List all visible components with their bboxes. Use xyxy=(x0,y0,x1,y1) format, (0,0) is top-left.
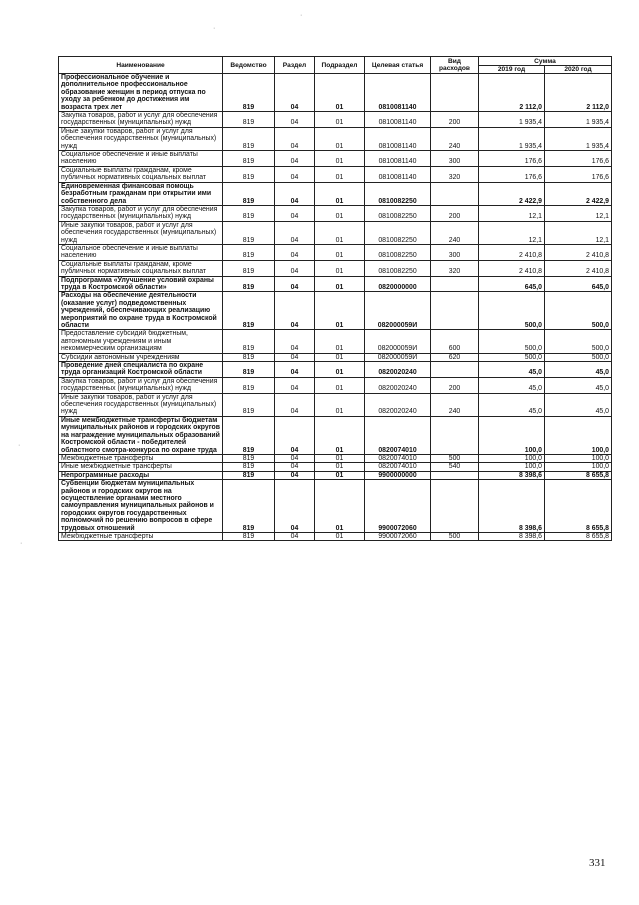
cell-2020: 45,0 xyxy=(545,393,612,416)
cell-vedomstvo: 819 xyxy=(223,221,275,244)
cell-vid: 600 xyxy=(431,330,479,353)
table-row xyxy=(59,393,612,416)
cell-vid: 540 xyxy=(431,463,479,471)
cell-vid: 500 xyxy=(431,532,479,540)
cell-razdel: 04 xyxy=(275,454,315,462)
cell-razdel: 04 xyxy=(275,480,315,533)
cell-2020: 8 655,8 xyxy=(545,480,612,533)
cell-vid xyxy=(431,276,479,292)
cell-target: 0810082250 xyxy=(365,205,431,221)
cell-vedomstvo: 819 xyxy=(223,532,275,540)
table-row xyxy=(59,166,612,182)
cell-razdel: 04 xyxy=(275,393,315,416)
cell-podrazdel: 01 xyxy=(315,292,365,330)
cell-vid xyxy=(431,471,479,479)
cell-2020: 1 935,4 xyxy=(545,127,612,150)
table-row xyxy=(59,532,612,540)
cell-target: 0810081140 xyxy=(365,127,431,150)
cell-name: Субвенции бюджетам муниципальных районов и городских округов на осуществление органами местного самоуправления муниципальных районов и городских округов государственных полномочий по решению вопросов в сфере трудовых отношений xyxy=(59,480,223,533)
cell-target: 9900072060 xyxy=(365,480,431,533)
cell-target: 0810081140 xyxy=(365,166,431,182)
cell-2020: 8 655,8 xyxy=(545,532,612,540)
cell-2020: 500,0 xyxy=(545,292,612,330)
cell-2019: 8 398,6 xyxy=(479,480,545,533)
cell-razdel: 04 xyxy=(275,221,315,244)
cell-target: 9900000000 xyxy=(365,471,431,479)
cell-razdel: 04 xyxy=(275,244,315,260)
cell-razdel: 04 xyxy=(275,127,315,150)
cell-2020: 100,0 xyxy=(545,463,612,471)
cell-target: 0810082250 xyxy=(365,182,431,205)
cell-vid xyxy=(431,292,479,330)
cell-vedomstvo: 819 xyxy=(223,292,275,330)
page-number: 331 xyxy=(589,857,606,869)
cell-vedomstvo: 819 xyxy=(223,260,275,276)
header-sum: Сумма xyxy=(479,57,612,66)
cell-razdel: 04 xyxy=(275,276,315,292)
cell-target: 0820020240 xyxy=(365,362,431,378)
cell-target: 0810081140 xyxy=(365,112,431,128)
cell-name: Непрограммные расходы xyxy=(59,471,223,479)
cell-vedomstvo: 819 xyxy=(223,166,275,182)
cell-2019: 45,0 xyxy=(479,362,545,378)
cell-name: Социальное обеспечение и иные выплаты населению xyxy=(59,244,223,260)
cell-2019: 12,1 xyxy=(479,221,545,244)
table-header-row xyxy=(59,57,612,66)
cell-target: 0810082250 xyxy=(365,260,431,276)
cell-vedomstvo: 819 xyxy=(223,151,275,167)
cell-2019: 8 398,6 xyxy=(479,532,545,540)
header-name: Наименование xyxy=(59,57,223,74)
scan-mark: · xyxy=(18,442,21,449)
cell-podrazdel: 01 xyxy=(315,532,365,540)
cell-podrazdel: 01 xyxy=(315,221,365,244)
table-row xyxy=(59,112,612,128)
cell-target: 9900072060 xyxy=(365,532,431,540)
cell-razdel: 04 xyxy=(275,377,315,393)
cell-vedomstvo: 819 xyxy=(223,463,275,471)
cell-name: Иные закупки товаров, работ и услуг для обеспечения государственных (муниципальных) нужд xyxy=(59,221,223,244)
cell-target: 082000059И xyxy=(365,292,431,330)
cell-vid: 300 xyxy=(431,244,479,260)
cell-target: 0820000000 xyxy=(365,276,431,292)
header-vedomstvo: Ведомство xyxy=(223,57,275,74)
cell-2020: 2 112,0 xyxy=(545,74,612,112)
cell-vedomstvo: 819 xyxy=(223,393,275,416)
table-row xyxy=(59,127,612,150)
cell-vedomstvo: 819 xyxy=(223,244,275,260)
scan-mark: · xyxy=(20,540,23,547)
cell-vedomstvo: 819 xyxy=(223,454,275,462)
cell-vid: 500 xyxy=(431,454,479,462)
cell-vedomstvo: 819 xyxy=(223,205,275,221)
cell-podrazdel: 01 xyxy=(315,377,365,393)
cell-vid: 200 xyxy=(431,112,479,128)
cell-2019: 500,0 xyxy=(479,292,545,330)
cell-target: 0810081140 xyxy=(365,151,431,167)
table-row xyxy=(59,221,612,244)
scan-mark: · xyxy=(300,12,303,19)
cell-razdel: 04 xyxy=(275,112,315,128)
cell-podrazdel: 01 xyxy=(315,480,365,533)
cell-name: Социальные выплаты гражданам, кроме публичных нормативных социальных выплат xyxy=(59,260,223,276)
cell-vid: 240 xyxy=(431,393,479,416)
cell-vedomstvo: 819 xyxy=(223,353,275,361)
cell-razdel: 04 xyxy=(275,292,315,330)
cell-name: Социальные выплаты гражданам, кроме публичных нормативных социальных выплат xyxy=(59,166,223,182)
cell-2020: 2 410,8 xyxy=(545,260,612,276)
header-target: Целевая статья xyxy=(365,57,431,74)
cell-razdel: 04 xyxy=(275,532,315,540)
cell-podrazdel: 01 xyxy=(315,471,365,479)
cell-2020: 12,1 xyxy=(545,221,612,244)
cell-2019: 2 410,8 xyxy=(479,260,545,276)
cell-vedomstvo: 819 xyxy=(223,471,275,479)
cell-podrazdel: 01 xyxy=(315,463,365,471)
cell-2019: 500,0 xyxy=(479,353,545,361)
cell-2020: 500,0 xyxy=(545,353,612,361)
cell-2020: 176,6 xyxy=(545,166,612,182)
cell-name: Закупка товаров, работ и услуг для обеспечения государственных (муниципальных) нужд xyxy=(59,205,223,221)
header-razdel: Раздел xyxy=(275,57,315,74)
cell-name: Социальное обеспечение и иные выплаты населению xyxy=(59,151,223,167)
cell-2020: 176,6 xyxy=(545,151,612,167)
cell-name: Расходы на обеспечение деятельности (оказание услуг) подведомственных учреждений, обеспечивающих реализацию мероприятий по охране труда в Костромской области xyxy=(59,292,223,330)
cell-name: Проведение дней специалиста по охране труда организаций Костромской области xyxy=(59,362,223,378)
cell-2020: 100,0 xyxy=(545,454,612,462)
table-row xyxy=(59,454,612,462)
cell-vedomstvo: 819 xyxy=(223,276,275,292)
cell-razdel: 04 xyxy=(275,471,315,479)
table-row xyxy=(59,74,612,112)
table-row xyxy=(59,362,612,378)
cell-podrazdel: 01 xyxy=(315,393,365,416)
cell-2019: 8 398,6 xyxy=(479,471,545,479)
cell-target: 0810082250 xyxy=(365,244,431,260)
cell-2019: 100,0 xyxy=(479,454,545,462)
cell-2019: 1 935,4 xyxy=(479,127,545,150)
cell-2020: 45,0 xyxy=(545,362,612,378)
cell-vedomstvo: 819 xyxy=(223,112,275,128)
cell-name: Иные межбюджетные трансферты xyxy=(59,463,223,471)
cell-razdel: 04 xyxy=(275,463,315,471)
cell-2020: 45,0 xyxy=(545,377,612,393)
cell-podrazdel: 01 xyxy=(315,362,365,378)
cell-name: Закупка товаров, работ и услуг для обеспечения государственных (муниципальных) нужд xyxy=(59,377,223,393)
cell-podrazdel: 01 xyxy=(315,74,365,112)
cell-name: Межбюджетные трансферты xyxy=(59,532,223,540)
header-vid: Вид расходов xyxy=(431,57,479,74)
table-row xyxy=(59,151,612,167)
cell-name: Иные межбюджетные трансферты бюджетам муниципальных районов и городских округов на награждение муниципальных образований Костромской области - победителей областного смотра-конкурса по охране труда xyxy=(59,416,223,454)
cell-2020: 12,1 xyxy=(545,205,612,221)
cell-vid xyxy=(431,480,479,533)
cell-razdel: 04 xyxy=(275,353,315,361)
cell-razdel: 04 xyxy=(275,166,315,182)
cell-podrazdel: 01 xyxy=(315,454,365,462)
cell-target: 0820074010 xyxy=(365,454,431,462)
table-row xyxy=(59,182,612,205)
cell-razdel: 04 xyxy=(275,330,315,353)
scan-mark: · xyxy=(213,25,216,32)
cell-2019: 176,6 xyxy=(479,151,545,167)
cell-name: Единовременная финансовая помощь безработным гражданам при открытии ими собственного дела xyxy=(59,182,223,205)
table-row xyxy=(59,416,612,454)
cell-vid: 620 xyxy=(431,353,479,361)
cell-target: 082000059И xyxy=(365,330,431,353)
cell-2020: 2 422,9 xyxy=(545,182,612,205)
table-row xyxy=(59,463,612,471)
cell-razdel: 04 xyxy=(275,182,315,205)
table-row xyxy=(59,276,612,292)
cell-name: Подпрограмма «Улучшение условий охраны труда в Костромской области» xyxy=(59,276,223,292)
cell-2020: 2 410,8 xyxy=(545,244,612,260)
cell-2020: 500,0 xyxy=(545,330,612,353)
cell-vid: 320 xyxy=(431,260,479,276)
cell-podrazdel: 01 xyxy=(315,127,365,150)
cell-name: Межбюджетные трансферты xyxy=(59,454,223,462)
cell-target: 0820074010 xyxy=(365,416,431,454)
cell-2020: 1 935,4 xyxy=(545,112,612,128)
table-row xyxy=(59,353,612,361)
cell-vid xyxy=(431,416,479,454)
cell-vid: 240 xyxy=(431,221,479,244)
table-row xyxy=(59,292,612,330)
header-2019: 2019 год xyxy=(479,66,545,74)
cell-2019: 1 935,4 xyxy=(479,112,545,128)
cell-target: 082000059И xyxy=(365,353,431,361)
cell-vid xyxy=(431,74,479,112)
table-row xyxy=(59,260,612,276)
cell-vid: 240 xyxy=(431,127,479,150)
cell-vedomstvo: 819 xyxy=(223,362,275,378)
cell-podrazdel: 01 xyxy=(315,244,365,260)
cell-name: Иные закупки товаров, работ и услуг для обеспечения государственных (муниципальных) нужд xyxy=(59,127,223,150)
cell-2019: 2 112,0 xyxy=(479,74,545,112)
cell-podrazdel: 01 xyxy=(315,260,365,276)
header-2020: 2020 год xyxy=(545,66,612,74)
cell-2019: 176,6 xyxy=(479,166,545,182)
cell-vedomstvo: 819 xyxy=(223,182,275,205)
cell-2019: 45,0 xyxy=(479,393,545,416)
cell-name: Предоставление субсидий бюджетным, автономным учреждениям и иным некоммерческим организациям xyxy=(59,330,223,353)
cell-target: 0810082250 xyxy=(365,221,431,244)
cell-target: 0820020240 xyxy=(365,377,431,393)
cell-2019: 500,0 xyxy=(479,330,545,353)
cell-razdel: 04 xyxy=(275,151,315,167)
cell-vedomstvo: 819 xyxy=(223,74,275,112)
cell-vid: 200 xyxy=(431,205,479,221)
cell-vid xyxy=(431,182,479,205)
cell-podrazdel: 01 xyxy=(315,330,365,353)
cell-2019: 100,0 xyxy=(479,416,545,454)
cell-podrazdel: 01 xyxy=(315,112,365,128)
cell-razdel: 04 xyxy=(275,74,315,112)
cell-podrazdel: 01 xyxy=(315,416,365,454)
cell-2020: 100,0 xyxy=(545,416,612,454)
table-row xyxy=(59,377,612,393)
cell-vid: 320 xyxy=(431,166,479,182)
cell-podrazdel: 01 xyxy=(315,166,365,182)
cell-target: 0820074010 xyxy=(365,463,431,471)
cell-vedomstvo: 819 xyxy=(223,377,275,393)
cell-name: Профессиональное обучение и дополнительное профессиональное образование женщин в период отпуска по уходу за ребенком до достижения им возраста трех лет xyxy=(59,74,223,112)
cell-podrazdel: 01 xyxy=(315,205,365,221)
header-podrazdel: Подраздел xyxy=(315,57,365,74)
cell-2019: 45,0 xyxy=(479,377,545,393)
cell-podrazdel: 01 xyxy=(315,276,365,292)
cell-vedomstvo: 819 xyxy=(223,127,275,150)
table-row xyxy=(59,205,612,221)
cell-2019: 100,0 xyxy=(479,463,545,471)
cell-name: Закупка товаров, работ и услуг для обеспечения государственных (муниципальных) нужд xyxy=(59,112,223,128)
cell-razdel: 04 xyxy=(275,205,315,221)
cell-podrazdel: 01 xyxy=(315,353,365,361)
cell-2019: 645,0 xyxy=(479,276,545,292)
table-row xyxy=(59,330,612,353)
cell-name: Субсидии автономным учреждениям xyxy=(59,353,223,361)
cell-2019: 12,1 xyxy=(479,205,545,221)
table-row xyxy=(59,480,612,533)
cell-vedomstvo: 819 xyxy=(223,416,275,454)
cell-vedomstvo: 819 xyxy=(223,480,275,533)
cell-razdel: 04 xyxy=(275,362,315,378)
cell-vid: 200 xyxy=(431,377,479,393)
cell-2019: 2 422,9 xyxy=(479,182,545,205)
table-body xyxy=(59,74,612,541)
cell-target: 0810081140 xyxy=(365,74,431,112)
budget-table xyxy=(58,56,612,541)
cell-vid: 300 xyxy=(431,151,479,167)
cell-razdel: 04 xyxy=(275,260,315,276)
cell-podrazdel: 01 xyxy=(315,182,365,205)
table-row xyxy=(59,244,612,260)
cell-vid xyxy=(431,362,479,378)
cell-podrazdel: 01 xyxy=(315,151,365,167)
cell-2019: 2 410,8 xyxy=(479,244,545,260)
cell-target: 0820020240 xyxy=(365,393,431,416)
cell-2020: 8 655,8 xyxy=(545,471,612,479)
cell-razdel: 04 xyxy=(275,416,315,454)
table-row xyxy=(59,471,612,479)
cell-vedomstvo: 819 xyxy=(223,330,275,353)
cell-2020: 645,0 xyxy=(545,276,612,292)
cell-name: Иные закупки товаров, работ и услуг для обеспечения государственных (муниципальных) нужд xyxy=(59,393,223,416)
